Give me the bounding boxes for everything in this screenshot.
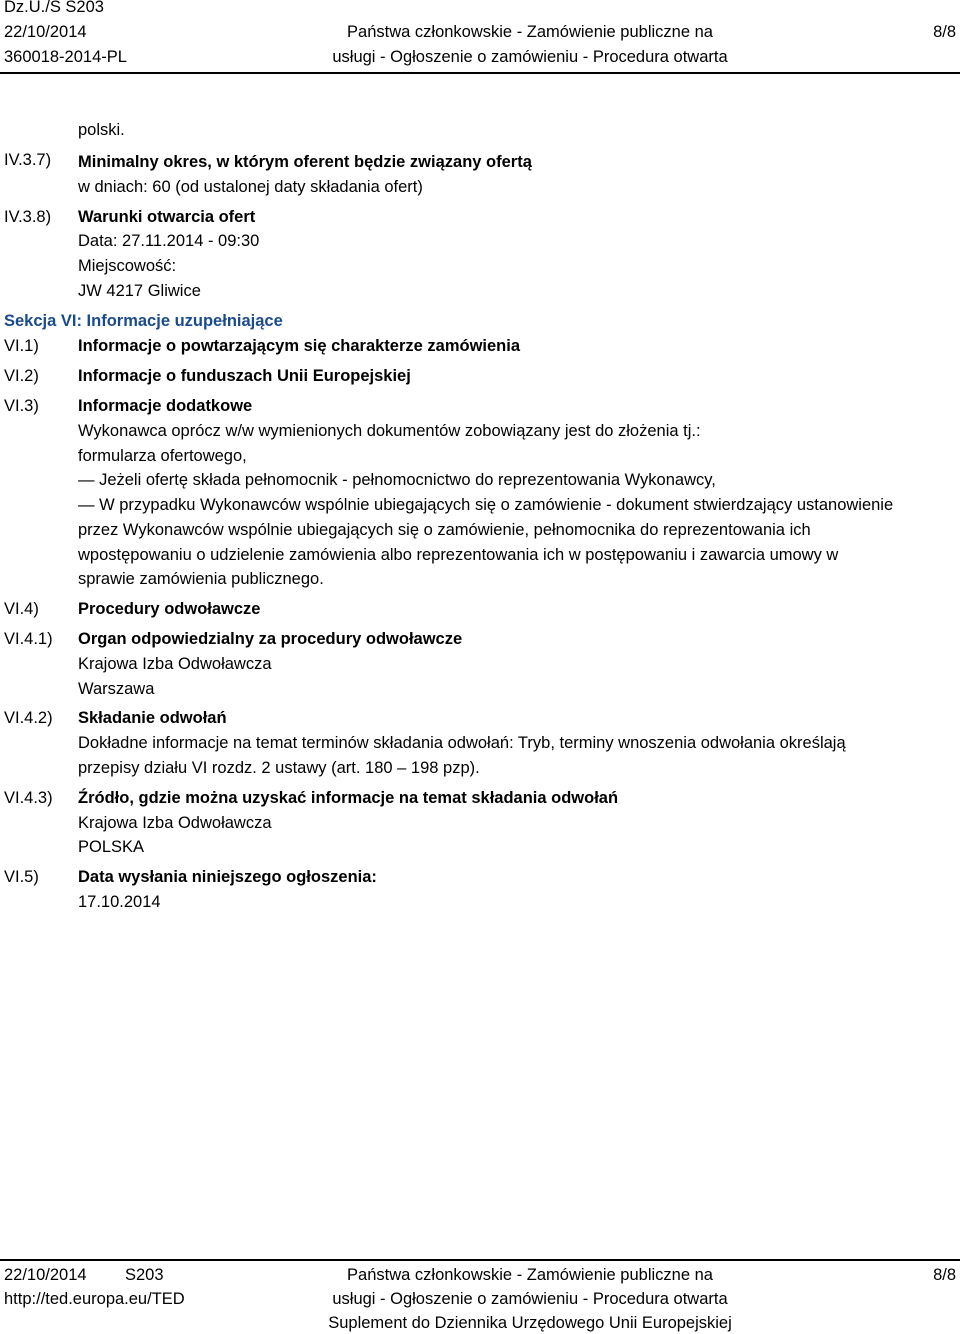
section-heading: Organ odpowiedzialny za procedury odwoławcze	[78, 630, 463, 648]
organ-city: Warszawa	[78, 680, 155, 698]
source-name: Krajowa Izba Odwoławcza	[78, 814, 272, 832]
footer-code: S203	[125, 1266, 164, 1284]
section-heading: Informacje dodatkowe	[78, 397, 253, 415]
section-heading: Data wysłania niniejszego ogłoszenia:	[78, 868, 377, 886]
place-label: Miejscowość:	[78, 257, 177, 275]
section-number: VI.3)	[4, 397, 39, 415]
header-divider	[0, 72, 960, 74]
section-heading: Informacje o funduszach Unii Europejskiej	[78, 367, 411, 385]
section-heading: Minimalny okres, w którym oferent będzie związany ofertą	[78, 153, 532, 171]
section-heading: Źródło, gdzie można uzyskać informacje na temat składania odwołań	[78, 789, 619, 807]
section-title: Sekcja VI: Informacje uzupełniające	[4, 312, 283, 330]
info-line: sprawie zamówienia publicznego.	[78, 570, 324, 588]
section-number: VI.4)	[4, 600, 39, 618]
info-line: przez Wykonawców wspólnie ubiegających się o zamówienie, pełnomocnika do reprezentowania ich	[78, 521, 811, 539]
header-title-line-2: usługi - Ogłoszenie o zamówieniu - Procedura otwarta	[332, 48, 728, 66]
header-title-line-1: Państwa członkowskie - Zamówienie publiczne na	[347, 23, 713, 41]
section-number: IV.3.7)	[4, 151, 52, 169]
footer-date: 22/10/2014	[4, 1266, 87, 1284]
dispatch-date: 17.10.2014	[78, 893, 161, 911]
info-line: Wykonawca oprócz w/w wymienionych dokumentów zobowiązany jest do złożenia tj.:	[78, 422, 701, 440]
source-country: POLSKA	[78, 838, 145, 856]
section-number: VI.1)	[4, 337, 39, 355]
section-heading: Informacje o powtarzającym się charakterze zamówienia	[78, 337, 521, 355]
header-notice-number: 360018-2014-PL	[4, 48, 127, 66]
section-number: VI.5)	[4, 868, 39, 886]
section-number: VI.2)	[4, 367, 39, 385]
section-number: VI.4.1)	[4, 630, 53, 648]
footer-title-line-1: Państwa członkowskie - Zamówienie publiczne na	[347, 1266, 713, 1284]
info-line: formularza ofertowego,	[78, 447, 247, 465]
footer-page-number: 8/8	[933, 1266, 956, 1284]
continuation-text: polski.	[78, 121, 125, 139]
place-value: JW 4217 Gliwice	[78, 282, 201, 300]
section-heading: Procedury odwoławcze	[78, 600, 261, 618]
footer-divider	[0, 1259, 960, 1261]
section-heading: Składanie odwołań	[78, 709, 227, 727]
footer-title-line-3: Suplement do Dziennika Urzędowego Unii Europejskiej	[328, 1314, 732, 1332]
section-number: VI.4.2)	[4, 709, 53, 727]
info-line: wpostępowaniu o udzielenie zamówienia albo reprezentowania ich w postępowaniu i zawarcia umowy w	[78, 546, 839, 564]
header-journal-ref: Dz.U./S S203	[4, 0, 104, 16]
footer-title-line-2: usługi - Ogłoszenie o zamówieniu - Procedura otwarta	[332, 1290, 728, 1308]
appeals-text: Dokładne informacje na temat terminów składania odwołań: Tryb, terminy wnoszenia odwołania określają	[78, 734, 846, 752]
section-heading: Warunki otwarcia ofert	[78, 208, 256, 226]
info-line: — Jeżeli ofertę składa pełnomocnik - pełnomocnictwo do reprezentowania Wykonawcy,	[78, 471, 716, 489]
organ-name: Krajowa Izba Odwoławcza	[78, 655, 272, 673]
footer-link[interactable]: http://ted.europa.eu/TED	[4, 1290, 185, 1308]
section-number: VI.4.3)	[4, 789, 53, 807]
info-line: — W przypadku Wykonawców wspólnie ubiegających się o zamówienie - dokument stwierdzający ustanowienie	[78, 496, 894, 514]
header-date: 22/10/2014	[4, 23, 87, 41]
opening-date: Data: 27.11.2014 - 09:30	[78, 232, 260, 250]
section-text: w dniach: 60 (od ustalonej daty składania ofert)	[78, 178, 423, 196]
section-number: IV.3.8)	[4, 208, 52, 226]
appeals-text: przepisy działu VI rozdz. 2 ustawy (art. 180 – 198 pzp).	[78, 759, 480, 777]
header-page-number: 8/8	[933, 23, 956, 41]
